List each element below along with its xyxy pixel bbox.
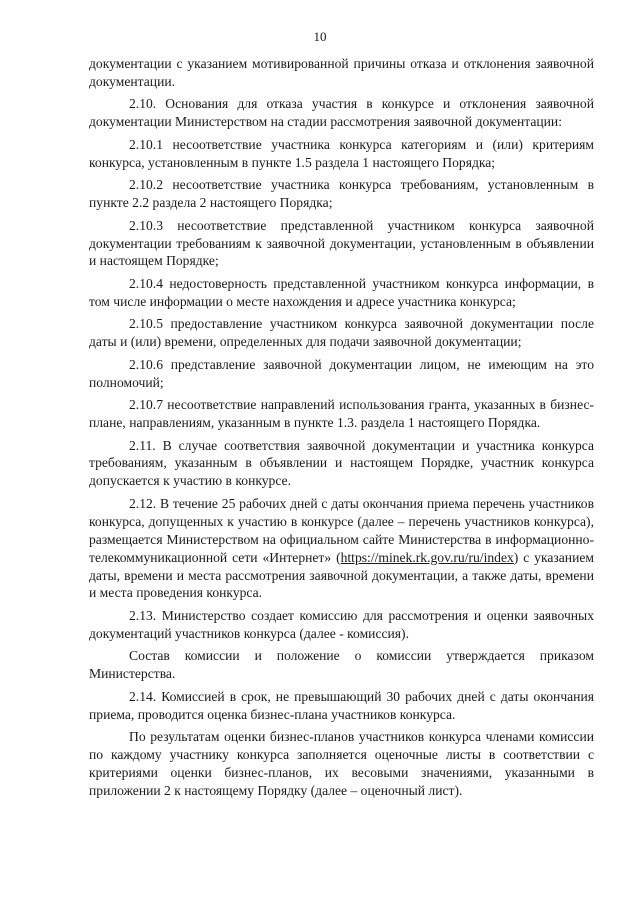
paragraph-2-10-2: 2.10.2 несоответствие участника конкурса требованиям, установленным в пункте 2.2 раздела 2 настоящего Порядка; — [89, 177, 594, 211]
paragraph-2-11: 2.11. В случае соответствия заявочной документации и участника конкурса требованиям, указанным в объявлении и настоящем Порядке, участник конкурса допускается к участию в конкурсе. — [89, 437, 594, 489]
paragraph-evaluation-sheets: По результатам оценки бизнес-планов участников конкурса членами комиссии по каждому участнику конкурса заполняется оценочные листы в соответствии с критериями оценки бизнес-планов, их весовыми значениями, указанными в приложении 2 к настоящему Порядку (далее – оценочный лист). — [89, 729, 594, 798]
paragraph-2-10-4: 2.10.4 недостоверность представленной участником конкурса информации, в том числе информации о месте нахождения и адресе участника конкурса; — [89, 275, 594, 309]
paragraph-commission-composition: Состав комиссии и положение о комиссии утверждается приказом Министерства. — [89, 648, 594, 682]
paragraph-2-10-1: 2.10.1 несоответствие участника конкурса категориям и (или) критериям конкурса, установленным в пункте 1.5 раздела 1 настоящего Порядка; — [89, 136, 594, 170]
paragraph-2-10-7: 2.10.7 несоответствие направлений использования гранта, указанных в бизнес-плане, направлениям, указанным в пункте 1.3. раздела 1 настоящего Порядка. — [89, 397, 594, 431]
paragraph-2-12 — [89, 495, 594, 602]
paragraph-2-10-3: 2.10.3 несоответствие представленной участником конкурса заявочной документации требованиям к заявочной документации, установленным в объявлении и настоящем Порядке; — [89, 217, 594, 269]
ministry-website-link[interactable]: https://minek.rk.gov.ru/ru/index — [340, 549, 514, 565]
paragraph-2-10: 2.10. Основания для отказа участия в конкурсе и отклонения заявочной документации Министерством на стадии рассмотрения заявочной документации: — [89, 96, 594, 130]
paragraph-2-12-text-end: ) с указанием даты, времени и места рассмотрения заявочной документации, а также даты, времени и места проведения конкурса. — [89, 549, 594, 601]
paragraph-2-10-6: 2.10.6 представление заявочной документации лицом, не имеющим на это полномочий; — [89, 356, 594, 390]
document-body — [89, 55, 594, 804]
paragraph-2-12-text-start: 2.12. В течение 25 рабочих дней с даты окончания приема перечень участников конкурса, допущенных к участию в конкурсе (далее – перечень участников конкурса), размещается Министерством на официальном сайте Министерства в информационно-телекоммуникационной сети «Интернет» ( — [89, 495, 594, 565]
page-number: 10 — [313, 29, 327, 44]
paragraph-2-13: 2.13. Министерство создает комиссию для рассмотрения и оценки заявочных документаций участников конкурса (далее - комиссия). — [89, 607, 594, 641]
paragraph-continuation: документации с указанием мотивированной причины отказа и отклонения заявочной документации. — [89, 56, 594, 89]
paragraph-2-14: 2.14. Комиссией в срок, не превышающий 30 рабочих дней с даты окончания приема, проводится оценка бизнес-плана участников конкурса. — [89, 688, 594, 722]
paragraph-2-10-5: 2.10.5 предоставление участником конкурса заявочной документации после даты и (или) времени, определенных для подачи заявочной документации; — [89, 316, 594, 350]
